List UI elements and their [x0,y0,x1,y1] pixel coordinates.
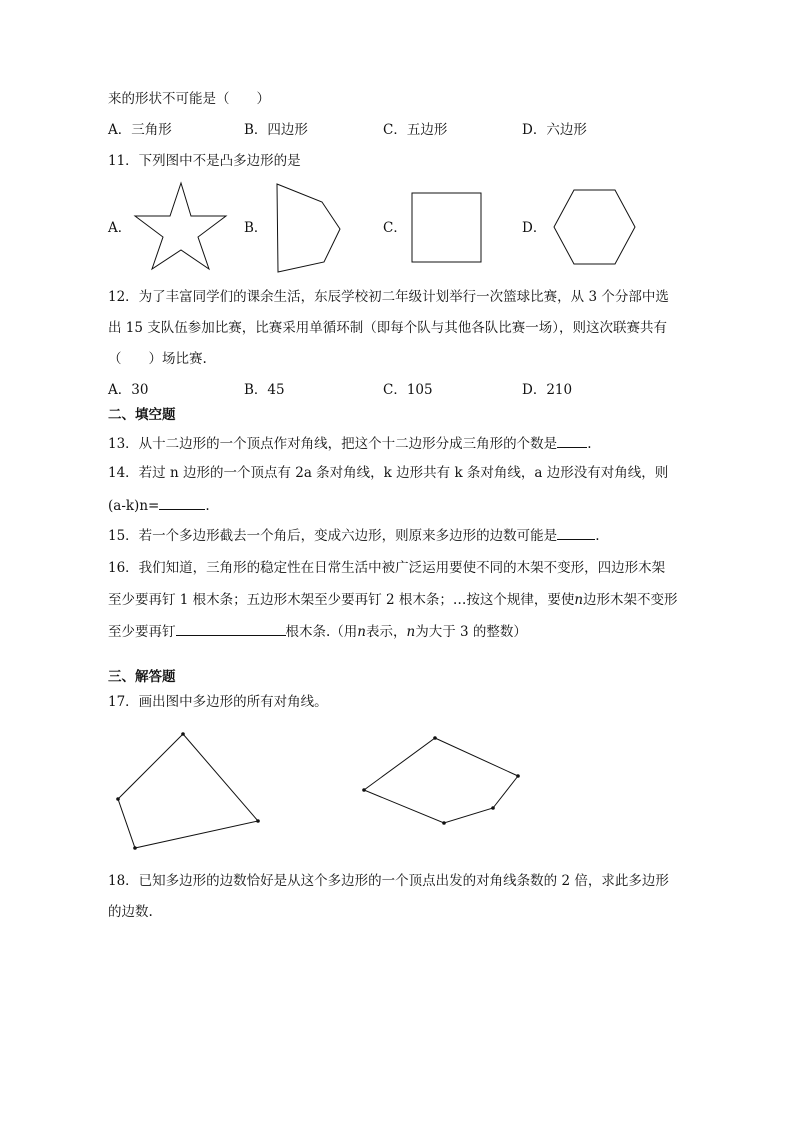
q16-line-2-part-a: 至少要再钉 1 根木条；五边形木架至少要再钉 2 根木条；…按这个规律，要使 [108,592,575,608]
q16-line-1: 16．我们知道，三角形的稳定性在日常生活中被广泛运用要使不同的木架不变形，四边形木架 [108,560,666,576]
q11-label-b[interactable]: B． [244,220,268,236]
q16-variable-n: n [574,592,584,608]
q15-text: 15．若一个多边形截去一个角后，变成六边形，则原来多边形的边数可能是 [108,528,558,544]
q14-line-2 [108,495,210,516]
q14-line-1: 14．若过 n 边形的一个顶点有 2a 条对角线，k 边形共有 k 条对角线，a 边形没有对角线，则 [108,465,669,481]
q16-variable-n: n [406,624,416,640]
q18-line-1: 18．已知多边形的边数恰好是从这个多边形的一个顶点出发的对角线条数的 2 倍，求此多边形 [108,873,669,889]
q15 [108,525,599,546]
star-icon [130,180,230,272]
q18-line-2: 的边数. [108,904,153,920]
q12-option-d[interactable]: D．210 [522,382,573,398]
q13-text: 13．从十二边形的一个顶点作对角线，把这个十二边形分成三角形的个数是 [108,436,558,452]
q17-stem: 17．画出图中多边形的所有对角线。 [108,694,328,710]
q14-answer-blank[interactable] [159,495,205,510]
q10-option-c[interactable]: C．五边形 [383,122,448,138]
q12-line-2: 出 15 支队伍参加比赛，比赛采用单循环制（即每个队与其他各队比赛一场），则这次联赛共有 [108,320,668,336]
q11-label-d[interactable]: D． [522,220,547,236]
q17-pentagon-figure [358,732,526,830]
q16-line-3-part-c: 表示， [366,624,407,640]
q10-option-d[interactable]: D．六边形 [522,122,587,138]
q13-period: . [587,436,592,452]
q16-line-3-part-d: 为大于 3 的整数） [415,624,527,640]
q10-option-a[interactable]: A．三角形 [108,122,172,138]
section-title-fill-in: 二、填空题 [108,407,176,423]
q15-answer-blank[interactable] [557,525,595,540]
q13 [108,433,591,454]
q11-stem: 11．下列图中不是凸多边形的是 [108,153,301,169]
q16-line-3 [108,621,527,642]
pentagon-icon [272,182,344,274]
q17-quadrilateral-figure [110,728,270,854]
q12-option-a[interactable]: A．30 [108,382,149,398]
q11-label-a[interactable]: A． [108,220,132,236]
q12-option-b[interactable]: B．45 [244,382,285,398]
q14-expression: (a-k)n= [108,498,160,514]
q16-line-2-part-b: 边形木架不变形 [583,592,678,608]
q16-line-2 [108,590,678,610]
q16-line-3-part-b: 根木条.（用 [285,624,358,640]
q13-answer-blank[interactable] [557,433,587,448]
q16-variable-n: n [357,624,366,640]
hexagon-icon [550,188,640,268]
q12-option-c[interactable]: C．105 [383,382,433,398]
q11-label-c[interactable]: C． [383,220,407,236]
square-icon [411,192,483,264]
q15-period: . [595,528,600,544]
q16-answer-blank[interactable] [176,621,286,636]
q12-line-3: （ ）场比赛. [108,351,207,367]
q10-stem-tail: 来的形状不可能是（ ） [108,91,270,107]
q10-option-b[interactable]: B．四边形 [244,122,308,138]
q14-period: . [205,498,210,514]
section-title-solutions: 三、解答题 [108,669,176,685]
q12-line-1: 12．为了丰富同学们的课余生活，东辰学校初二年级计划举行一次篮球比赛，从 3 个分部中选 [108,289,669,305]
q16-line-3-part-a: 至少要再钉 [108,624,176,640]
